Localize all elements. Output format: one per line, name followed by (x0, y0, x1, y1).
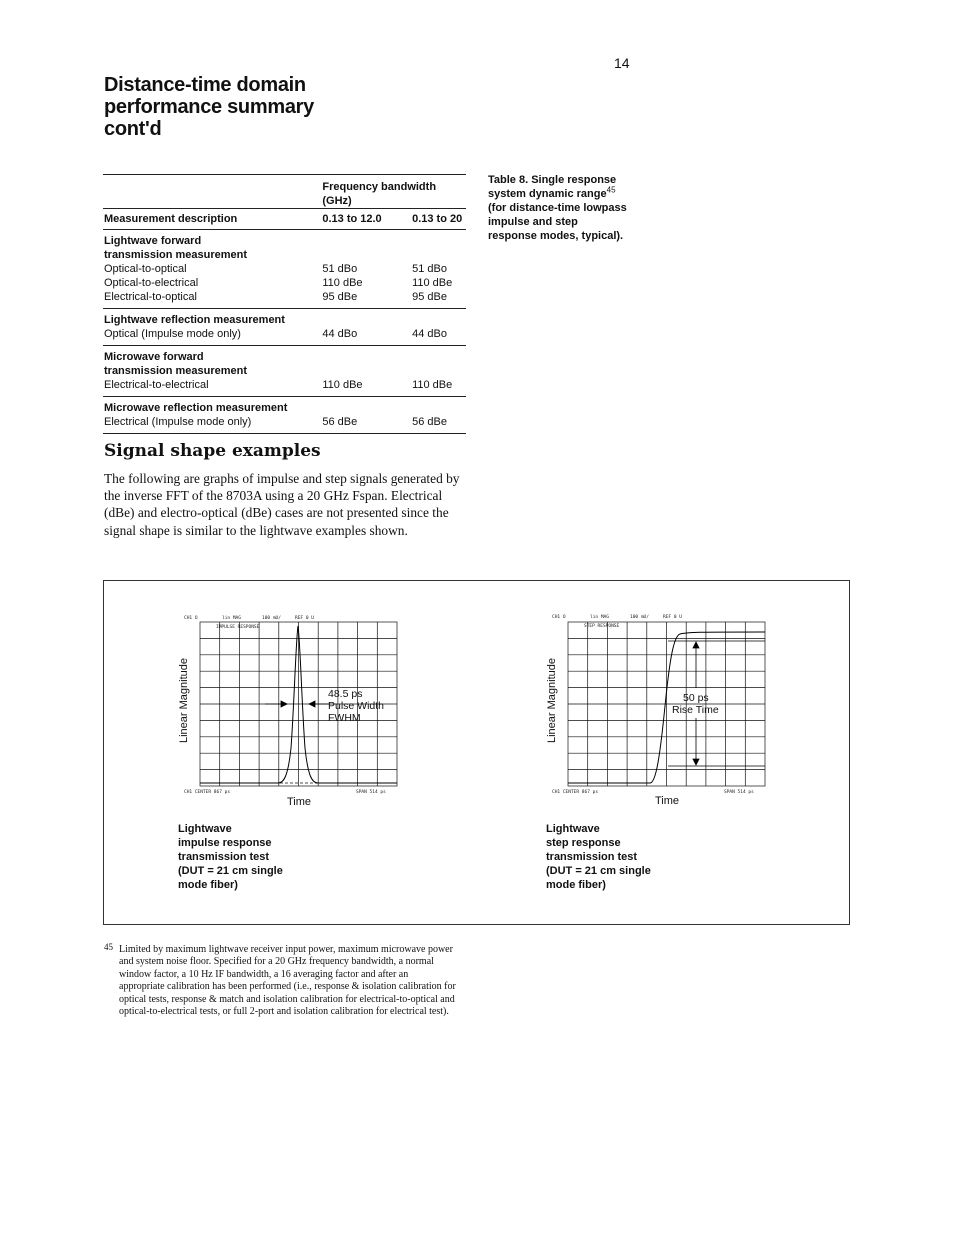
table-caption (488, 173, 628, 243)
y-axis-label: Linear Magnitude (546, 657, 558, 743)
page-number: 14 (614, 55, 630, 71)
caption-line: transmission test (546, 851, 638, 863)
row-label: Electrical (Impulse mode only) (104, 416, 252, 428)
row-value: 110 dBe (322, 379, 363, 391)
row-value: 56 dBe (322, 416, 358, 428)
row-value: 110 dBe (322, 277, 363, 289)
pulse-width-annotation: Pulse Width (328, 700, 385, 712)
title-line: Distance-time domain (104, 74, 306, 96)
title-line: performance summary (104, 96, 314, 118)
caption-line: impulse response (178, 837, 272, 849)
row-value: 95 dBe (322, 291, 358, 303)
impulse-response-plot (170, 608, 410, 813)
rise-time-annotation: Rise Time (672, 704, 719, 716)
caption-line: (DUT = 21 cm single (178, 865, 283, 877)
row-value: 51 dBo (412, 263, 447, 275)
col-1-header: 0.13 to 12.0 (322, 209, 412, 230)
plot-header-channel: CH1 O (552, 615, 566, 620)
plot-footer-span: SPAN 514 ps (724, 790, 754, 795)
row-label: Electrical-to-optical (104, 291, 197, 303)
footnote-ref: 45 (606, 185, 616, 195)
row-value: 44 dBo (412, 328, 447, 340)
caption-line: (DUT = 21 cm single (546, 865, 651, 877)
step-response-plot (538, 606, 778, 811)
section-heading: Signal shape examples (104, 441, 321, 461)
caption-line: mode fiber) (546, 879, 606, 891)
group-heading: transmission measurement (104, 365, 248, 377)
plot-header-ref: REF 0 U (663, 615, 682, 620)
table-group-lightwave-reflection (103, 309, 466, 346)
dynamic-range-table (103, 174, 466, 434)
table-group-lightwave-forward (103, 230, 466, 309)
page-title (104, 74, 404, 140)
caption-line: mode fiber) (178, 879, 238, 891)
row-label: Optical (Impulse mode only) (104, 328, 241, 340)
caption-line: Lightwave (178, 823, 232, 835)
plot-header-ref: REF 0 U (295, 616, 314, 621)
group-heading: Lightwave forward (104, 235, 202, 247)
row-value: 110 dBe (412, 277, 453, 289)
row-value: 95 dBe (412, 291, 447, 303)
pulse-width-annotation: 48.5 ps (328, 688, 363, 700)
x-axis-label: Time (655, 795, 680, 807)
rise-time-annotation: 50 ps (683, 692, 709, 704)
pulse-width-annotation: FWHM (328, 712, 361, 724)
plot-header-format: lin MAG (222, 616, 241, 621)
plot-mode-label: IMPULSE RESPONSE (216, 625, 260, 630)
column-header-row (103, 209, 466, 230)
title-line: cont'd (104, 118, 162, 140)
bandwidth-header: Frequency bandwidth (GHz) (322, 175, 466, 209)
bandwidth-header-row (103, 175, 466, 209)
col-2-header: 0.13 to 20 (412, 209, 466, 230)
y-axis-label: Linear Magnitude (178, 657, 190, 743)
x-axis-label: Time (287, 796, 312, 808)
plot-footer-span: SPAN 514 ps (356, 790, 386, 795)
group-heading: Microwave forward (104, 351, 204, 363)
row-label: Optical-to-electrical (104, 277, 199, 289)
col-description-header: Measurement description (103, 209, 322, 230)
row-label: Optical-to-optical (104, 263, 187, 275)
group-heading: Microwave reflection measurement (104, 402, 288, 414)
caption-line: transmission test (178, 851, 270, 863)
step-plot-caption (546, 822, 666, 892)
body-paragraph: The following are graphs of impulse and step signals generated by the inverse FFT of the 8703A using a 20 GHz Fspan. Electrical (dBe) and electro-optical (dBe) cases are not presented since the signal shape is similar to the lightwave examples shown. (104, 471, 460, 538)
caption-text: (for distance-time lowpass impulse and step response modes, typical). (488, 202, 627, 242)
plot-header-channel: CH1 O (184, 616, 198, 621)
table-group-microwave-forward (103, 346, 466, 397)
caption-line: Lightwave (546, 823, 600, 835)
plot-mode-label: STEP RESPONSE (584, 624, 620, 629)
footnote (104, 944, 456, 1018)
row-value: 51 dBo (322, 263, 358, 275)
plot-footer-center: CH1 CENTER 867 ps (552, 790, 599, 795)
plot-header-scale: 100 mU/ (262, 616, 281, 621)
group-heading: Lightwave reflection measurement (104, 314, 285, 326)
row-label: Electrical-to-electrical (104, 379, 209, 391)
row-value: 56 dBe (412, 416, 447, 428)
plot-grid (568, 622, 765, 786)
plot-footer-center: CH1 CENTER 867 ps (184, 790, 231, 795)
footnote-number: 45 (104, 942, 113, 952)
caption-line: step response (546, 837, 621, 849)
caption-text: Table 8. Single response system dynamic range (488, 174, 617, 200)
impulse-plot-caption (178, 822, 298, 892)
row-value: 110 dBe (412, 379, 453, 391)
footnote-text: Limited by maximum lightwave receiver input power, maximum microwave power and system noise floor. Specified for a 20 GHz frequency bandwidth, a normal window factor, a 10 Hz IF bandwidth, a 16 averaging factor and after an appropriate calibration has been performed (i.e., response & isolation calibration for optical tests, response & match and isolation calibration for electrical-to-optical and optical-to-electrical tests, or full 2-port and isolation calibration for electrical test). (119, 944, 456, 1018)
plot-header-scale: 100 mU/ (630, 615, 649, 620)
table-group-microwave-reflection (103, 397, 466, 434)
plot-header-format: lin MAG (590, 615, 609, 620)
group-heading: transmission measurement (104, 249, 248, 261)
row-value: 44 dBo (322, 328, 358, 340)
